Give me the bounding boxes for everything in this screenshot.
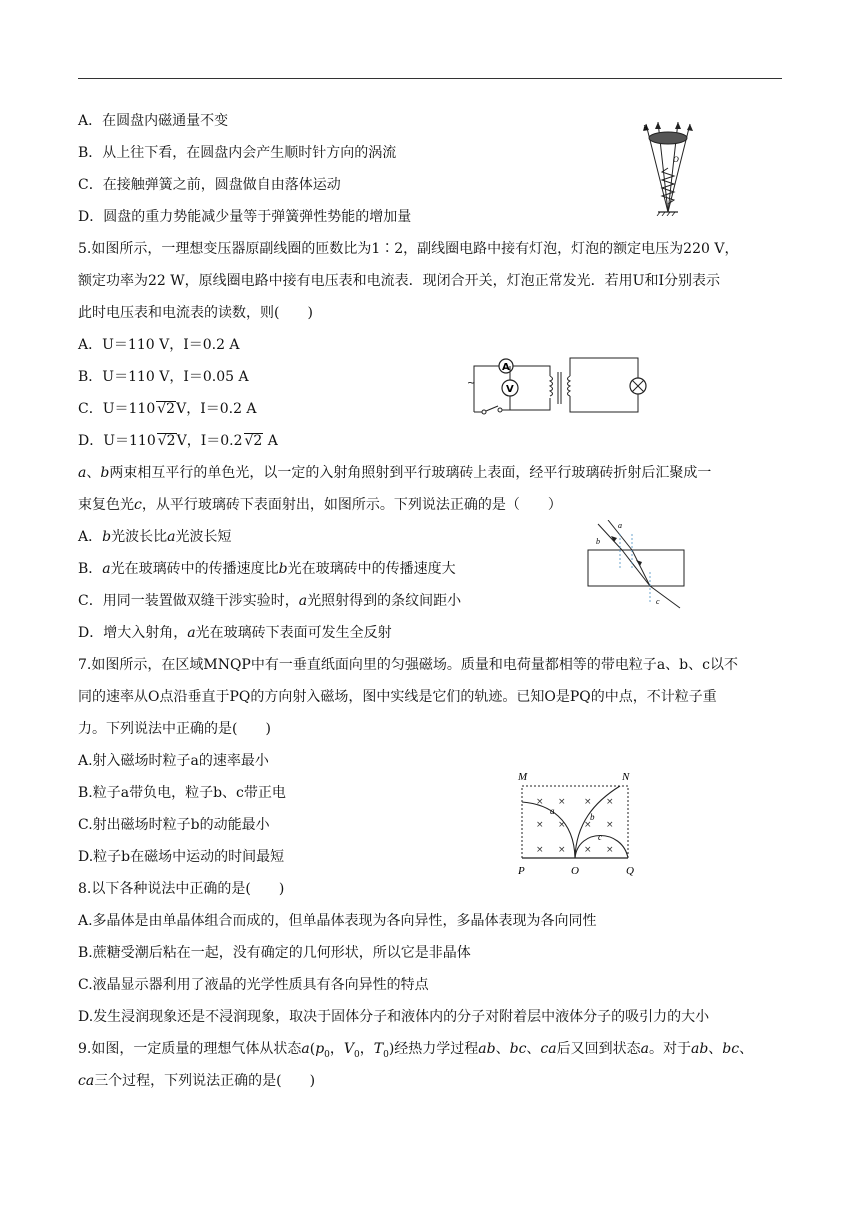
q4-label-b: B [643, 124, 648, 132]
q4-option-d: D．圆盘的重力势能减少量等于弹簧弹性势能的增加量 [78, 209, 412, 225]
field-cross: × [606, 797, 614, 807]
q7-option-d: D.粒子b在磁场中运动的时间最短 [78, 849, 285, 865]
field-cross: × [558, 845, 566, 855]
label-m: M [518, 771, 528, 783]
svg-text:~: ~ [467, 378, 476, 389]
field-cross: × [558, 820, 566, 830]
label-a: a [550, 806, 555, 816]
q5-option-b: B．U＝110 V，I＝0.05 A [78, 369, 249, 385]
sqrt-symbol: √2 [157, 401, 176, 417]
q4-option-b: B．从上往下看，在圆盘内会产生顺时针方向的涡流 [78, 145, 397, 161]
field-cross: × [558, 797, 566, 807]
q7-option-a: A.射入磁场时粒子a的速率最小 [78, 753, 269, 769]
q5-circuit-figure [462, 352, 672, 418]
q5-option-a: A．U＝110 V，I＝0.2 A [78, 337, 240, 353]
field-cross: × [584, 845, 592, 855]
q6-label-b: b [596, 537, 600, 546]
q8-option-b: B.蔗糖受潮后粘在一起，没有确定的几何形状，所以它是非晶体 [78, 945, 471, 961]
q6-stem-line2: 束复色光c，从平行玻璃砖下表面射出，如图所示。下列说法正确的是（ ） [78, 497, 562, 513]
ammeter-label: A [502, 362, 510, 373]
q7-stem-line2: 同的速率从O点沿垂直于PQ的方向射入磁场，图中实线是它们的轨迹。已知O是PQ的中点，不计粒子重 [78, 689, 717, 705]
q9-stem-line2: ca三个过程，下列说法正确的是( ) [78, 1073, 316, 1089]
q6-label-c: c [656, 597, 660, 606]
label-n: N [622, 771, 630, 783]
field-cross: × [536, 820, 544, 830]
q4-figure [628, 116, 708, 216]
q8-option-d: D.发生浸润现象还是不浸润现象，取决于固体分子和液体内的分子对附着层中液体分子的吸引力的大小 [78, 1009, 710, 1025]
header-rule [78, 78, 782, 79]
label-q: Q [626, 865, 634, 877]
voltmeter-label: V [506, 384, 514, 395]
sqrt-symbol: √2 [244, 433, 263, 449]
q6-option-c: C．用同一装置做双缝干涉实验时，a光照射得到的条纹间距小 [78, 593, 462, 609]
q6-label-a: a [618, 521, 622, 530]
q5-stem-line3: 此时电压表和电流表的读数，则( ) [78, 305, 313, 321]
q6-glass-figure [584, 520, 688, 612]
field-cross: × [584, 797, 592, 807]
q5-option-c: C．U＝110 √2V，I＝0.2 A [78, 401, 257, 417]
q8-stem: 8.以下各种说法中正确的是( ) [78, 881, 285, 897]
q5-stem-line1: 5.如图所示，一理想变压器原副线圈的匝数比为1∶2，副线圈电路中接有灯泡，灯泡的额定电压为220 V， [78, 241, 739, 257]
field-cross: × [536, 845, 544, 855]
label-b: b [590, 812, 595, 822]
q5-option-d: D．U＝110 √2V，I＝0.2 √2 A [78, 433, 278, 449]
q7-option-c: C.射出磁场时粒子b的动能最小 [78, 817, 270, 833]
q9-stem-line1: 9.如图，一定质量的理想气体从状态$a(p_0$，$V_0$，$T_0$)经热力学过程ab、bc、ca后又回到状态a。对于ab、bc、 [78, 1041, 754, 1060]
q6-option-a: A．b光波长比a光波长短 [78, 529, 232, 545]
q4-option-a: A．在圆盘内磁通量不变 [78, 113, 229, 129]
q7-option-b: B.粒子a带负电，粒子b、c带正电 [78, 785, 286, 801]
q6-option-b: B．a光在玻璃砖中的传播速度比b光在玻璃砖中的传播速度大 [78, 561, 456, 577]
field-cross: × [606, 845, 614, 855]
field-cross: × [536, 797, 544, 807]
q8-option-a: A.多晶体是由单晶体组合而成的，但单晶体表现为各向异性，多晶体表现为各向同性 [78, 913, 597, 929]
label-p: P [518, 865, 525, 877]
q4-option-c: C．在接触弹簧之前，圆盘做自由落体运动 [78, 177, 341, 193]
q4-label-o: O [673, 155, 679, 164]
q7-stem-line1: 7.如图所示，在区域MNQP中有一垂直纸面向里的匀强磁场。质量和电荷量都相等的带电粒子a、b、c以不 [78, 657, 738, 673]
q6-option-d: D．增大入射角，a光在玻璃砖下表面可发生全反射 [78, 625, 392, 641]
label-o: O [571, 865, 579, 877]
q8-option-c: C.液晶显示器利用了液晶的光学性质具有各向异性的特点 [78, 977, 429, 993]
field-cross: × [606, 820, 614, 830]
sqrt-symbol: √2 [157, 433, 176, 449]
field-cross: × [584, 820, 592, 830]
label-c: c [598, 832, 602, 842]
q5-stem-line2: 额定功率为22 W，原线圈电路中接有电压表和电流表．现闭合开关，灯泡正常发光．若用U和I分别表示 [78, 273, 720, 289]
q7-stem-line3: 力。下列说法中正确的是( ) [78, 721, 271, 737]
q6-stem-line1: a、b两束相互平行的单色光，以一定的入射角照射到平行玻璃砖上表面，经平行玻璃砖折射后汇聚成一 [78, 465, 712, 481]
q7-magnetic-field-figure [514, 764, 650, 880]
